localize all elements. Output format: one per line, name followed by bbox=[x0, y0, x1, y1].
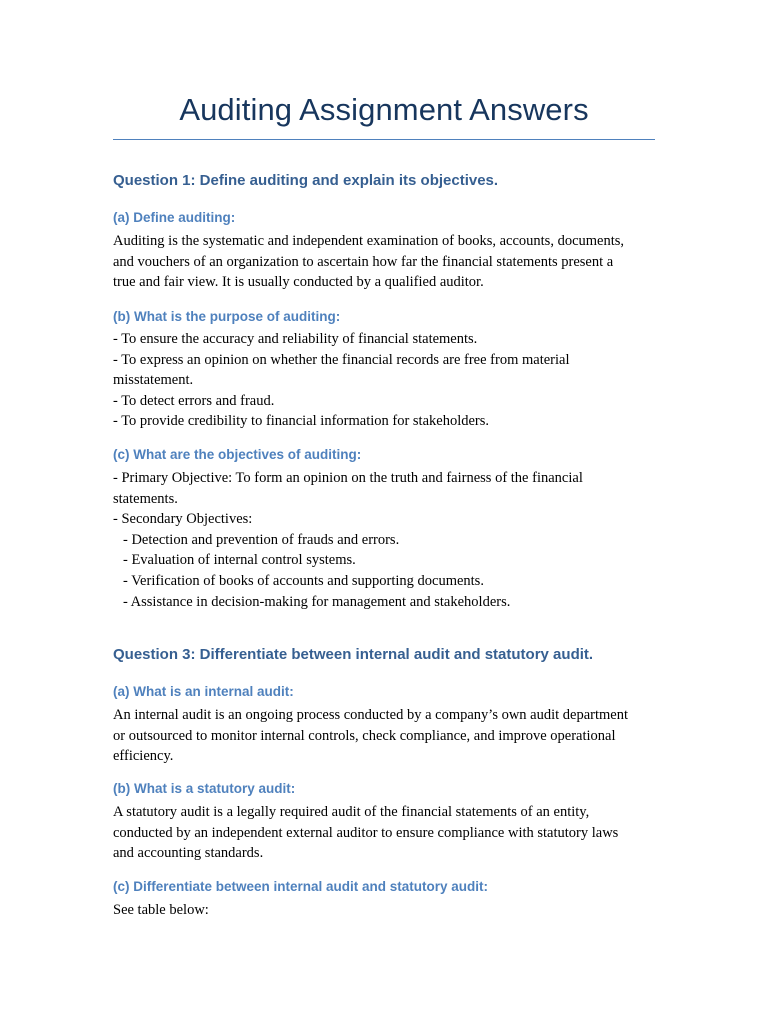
list-item: - To ensure the accuracy and reliability of financial statements. bbox=[113, 331, 478, 347]
question-1-heading: Question 1: Define auditing and explain its objectives. bbox=[113, 172, 499, 189]
question-3-heading: Question 3: Differentiate between internal audit and statutory audit. bbox=[113, 646, 594, 663]
text-line: A statutory audit is a legally required audit of the financial statements of an entity, bbox=[113, 804, 590, 820]
text-line: Auditing is the systematic and independent examination of books, accounts, documents, bbox=[113, 233, 625, 249]
q1-a-heading: (a) Define auditing: bbox=[113, 210, 236, 225]
sub-list-item: - Assistance in decision-making for management and stakeholders. bbox=[123, 593, 511, 610]
q1-b-list bbox=[113, 329, 658, 432]
list-item: - To detect errors and fraud. bbox=[113, 392, 275, 409]
q1-c-heading: (c) What are the objectives of auditing: bbox=[113, 447, 362, 462]
list-item: statements. bbox=[113, 490, 178, 507]
q3-b-text bbox=[113, 802, 658, 864]
q3-c-heading: (c) Differentiate between internal audit and statutory audit: bbox=[113, 879, 489, 894]
q1-a-text bbox=[113, 231, 658, 293]
q1-b-heading: (b) What is the purpose of auditing: bbox=[113, 309, 341, 324]
list-item: misstatement. bbox=[113, 372, 194, 389]
q3-b-heading: (b) What is a statutory audit: bbox=[113, 781, 296, 796]
text-line: and vouchers of an organization to ascertain how far the financial statements present a bbox=[113, 253, 614, 270]
text-line: true and fair view. It is usually conducted by a qualified auditor. bbox=[113, 274, 484, 291]
text-line: conducted by an independent external auditor to ensure compliance with statutory laws bbox=[113, 824, 619, 841]
text-line: efficiency. bbox=[113, 748, 174, 765]
q1-c-list bbox=[113, 468, 658, 612]
document-title: Auditing Assignment Answers bbox=[179, 92, 589, 127]
sub-list-item: - Verification of books of accounts and supporting documents. bbox=[123, 572, 484, 589]
list-item: - To express an opinion on whether the financial records are free from material bbox=[113, 351, 570, 368]
list-item: - To provide credibility to financial information for stakeholders. bbox=[113, 413, 490, 430]
list-item: - Secondary Objectives: bbox=[113, 511, 253, 528]
list-item: - Primary Objective: To form an opinion on the truth and fairness of the financial bbox=[113, 470, 583, 486]
sub-list-item: - Evaluation of internal control systems. bbox=[123, 552, 356, 569]
text-line: or outsourced to monitor internal controls, check compliance, and improve operational bbox=[113, 727, 616, 744]
text-line: and accounting standards. bbox=[113, 845, 264, 862]
q3-c-text bbox=[113, 900, 658, 921]
sub-list-item: - Detection and prevention of frauds and errors. bbox=[123, 531, 400, 548]
text-line: An internal audit is an ongoing process conducted by a company’s own audit department bbox=[113, 707, 629, 723]
text-line: See table below: bbox=[113, 902, 209, 918]
q3-a-heading: (a) What is an internal audit: bbox=[113, 684, 294, 699]
title-underline bbox=[113, 139, 655, 140]
q3-a-text bbox=[113, 705, 658, 767]
